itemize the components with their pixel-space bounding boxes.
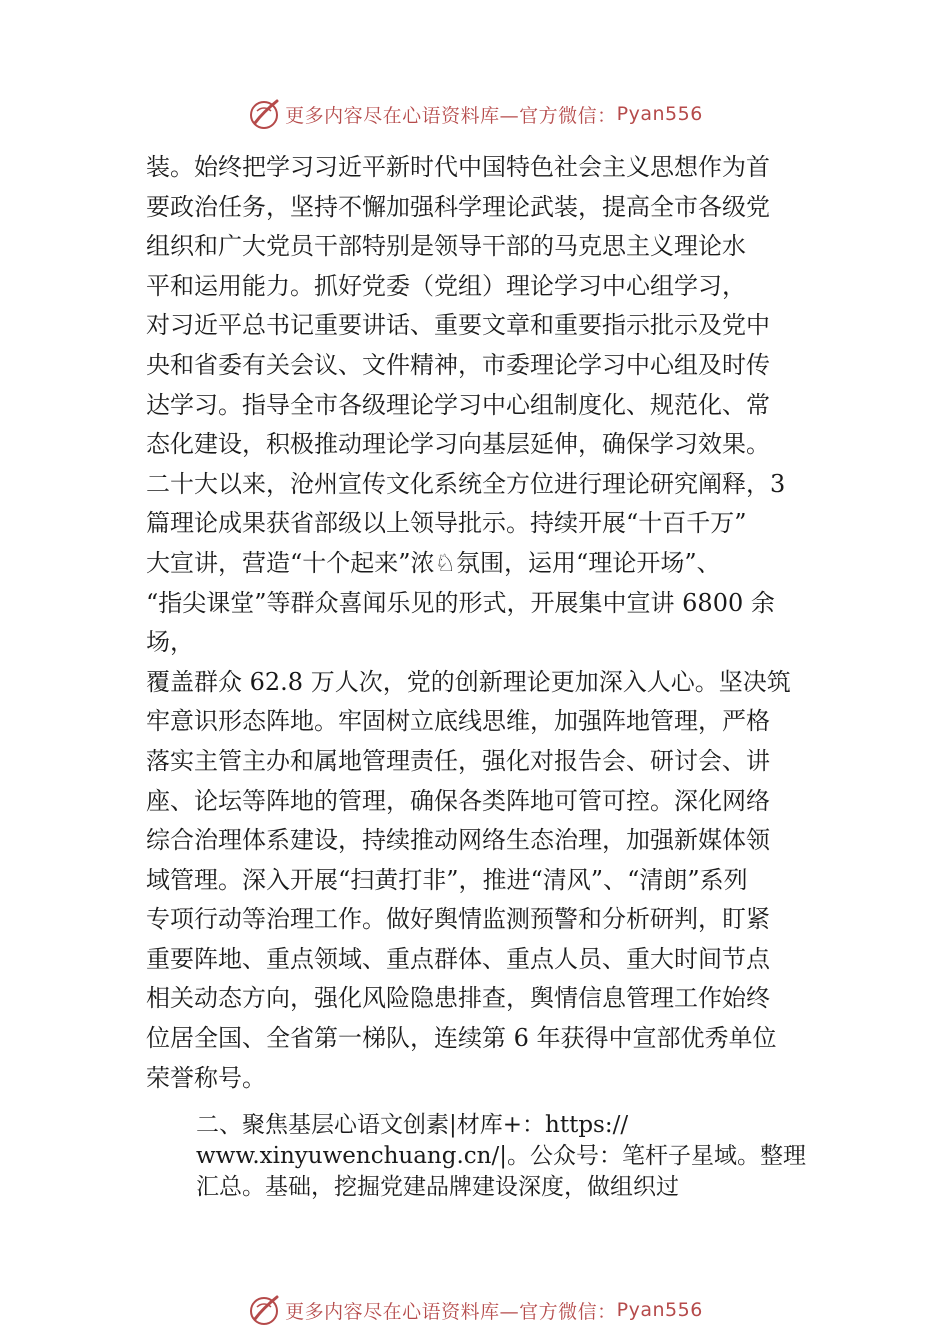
text-line: 场，: [146, 628, 194, 657]
text-line: 相关动态方向，强化风险隐患排查，舆情信息管理工作始终: [146, 984, 770, 1013]
text-line: 重要阵地、重点领域、重点群体、重点人员、重大时间节点: [146, 944, 770, 973]
watermark-wechat-id: Pyan556: [616, 103, 703, 125]
text-line: 覆盖群众 62.8 万人次，党的创新理论更加深入人心。坚决筑: [146, 667, 791, 696]
section-line: www.xinyuwenchuang.cn/|。公众号：笔杆子星域。整理: [196, 1143, 806, 1169]
footer-watermark: [0, 1290, 950, 1330]
brush-logo-icon: [247, 97, 281, 131]
text-line: 综合治理体系建设，持续推动网络生态治理，加强新媒体领: [146, 826, 770, 855]
text-line: 篇理论成果获省部级以上领导批示。持续开展“十百千万”: [146, 509, 747, 538]
text-line: “指尖课堂”等群众喜闻乐见的形式，开展集中宣讲 6800 余: [146, 588, 775, 617]
header-watermark: [0, 94, 950, 134]
text-line: 专项行动等治理工作。做好舆情监测预警和分析研判，盯紧: [146, 905, 770, 934]
text-line: 装。始终把学习习近平新时代中国特色社会主义思想作为首: [146, 153, 770, 181]
text-line: 组织和广大党员干部特别是领导干部的马克思主义理论水: [146, 232, 746, 261]
text-line: 要政治任务，坚持不懈加强科学理论武装，提高全市各级党: [146, 192, 770, 221]
text-line: 牢意识形态阵地。牢固树立底线思维，加强阵地管理，严格: [146, 707, 770, 736]
text-line: 达学习。指导全市各级理论学习中心组制度化、规范化、常: [146, 390, 770, 419]
text-line: 位居全国、全省第一梯队，连续第 6 年获得中宣部优秀单位: [146, 1024, 777, 1053]
text-line: 域管理。深入开展“扫黄打非”，推进“清风”、“清朗”系列: [146, 865, 748, 894]
watermark-text: 更多内容尽在心语资料库—官方微信：: [285, 1300, 617, 1323]
text-line: 对习近平总书记重要讲话、重要文章和重要指示批示及党中: [146, 311, 770, 340]
watermark-wechat-id: Pyan556: [616, 1299, 703, 1321]
text-line: 座、论坛等阵地的管理，确保各类阵地可管可控。深化网络: [146, 786, 770, 815]
text-line: 平和运用能力。抓好党委（党组）理论学习中心组学习，: [146, 271, 746, 300]
text-line: 大宣讲，营造“十个起来”浓♘氛围，运用“理论开场”、: [146, 548, 721, 577]
section-heading-paragraph: [196, 1110, 836, 1203]
text-line: 态化建设，积极推动理论学习向基层延伸，确保学习效果。: [146, 430, 770, 459]
text-line: 落实主管主办和属地管理责任，强化对报告会、研讨会、讲: [146, 746, 770, 775]
text-line: 央和省委有关会议、文件精神，市委理论学习中心组及时传: [146, 350, 770, 379]
section-line: 汇总。基础，挖掘党建品牌建设深度，做组织过: [196, 1174, 679, 1200]
section-line: 二、聚焦基层心语文创素|材库+：https://: [196, 1112, 629, 1138]
text-line: 二十大以来，沧州宣传文化系统全方位进行理论研究阐释，3: [146, 469, 786, 498]
text-line: 荣誉称号。: [146, 1063, 266, 1092]
body-paragraph: [146, 148, 826, 1098]
watermark-text: 更多内容尽在心语资料库—官方微信：: [285, 104, 617, 127]
brush-logo-icon: [247, 1293, 281, 1327]
